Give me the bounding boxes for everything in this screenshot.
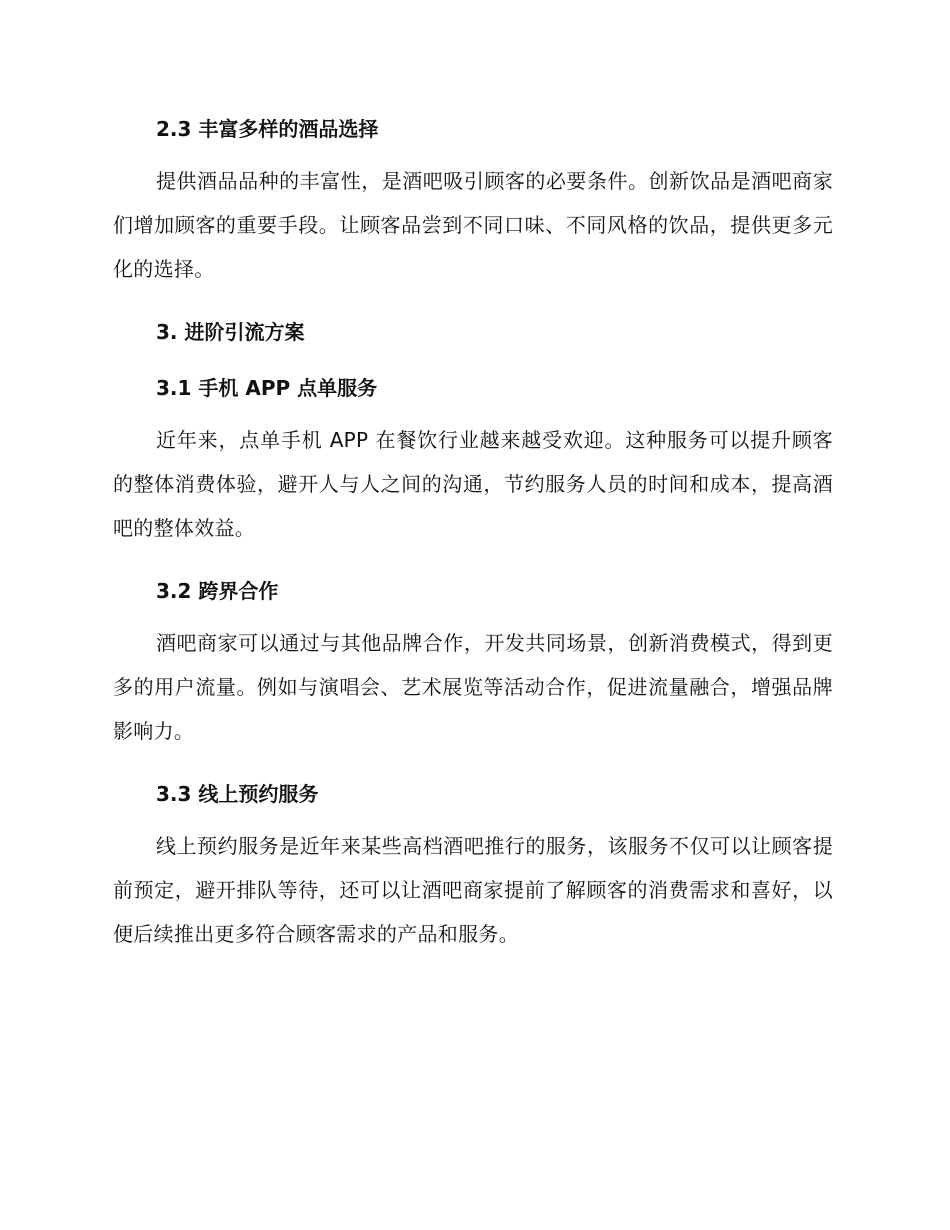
section-heading-3-3: 3.3 线上预约服务 bbox=[156, 782, 319, 806]
section-heading-2-3: 2.3 丰富多样的酒品选择 bbox=[156, 117, 379, 141]
section-paragraph-3-3: 线上预约服务是近年来某些高档酒吧推行的服务，该服务不仅可以让顾客提前预定，避开排队等待，还可以让酒吧商家提前了解顾客的消费需求和喜好，以便后续推出更多符合顾客需求的产品和服务。 bbox=[113, 834, 833, 946]
section-paragraph-2-3: 提供酒品品种的丰富性，是酒吧吸引顾客的必要条件。创新饮品是酒吧商家们增加顾客的重要手段。让顾客品尝到不同口味、不同风格的饮品，提供更多元化的选择。 bbox=[113, 169, 833, 281]
section-paragraph-3-2: 酒吧商家可以通过与其他品牌合作，开发共同场景，创新消费模式，得到更多的用户流量。例如与演唱会、艺术展览等活动合作，促进流量融合，增强品牌影响力。 bbox=[113, 631, 833, 743]
document-body bbox=[113, 112, 833, 956]
section-heading-3-1: 3.1 手机 APP 点单服务 bbox=[156, 376, 378, 400]
section-heading-3: 3. 进阶引流方案 bbox=[156, 320, 305, 344]
section-heading-3-2: 3.2 跨界合作 bbox=[156, 579, 279, 603]
section-paragraph-3-1: 近年来，点单手机 APP 在餐饮行业越来越受欢迎。这种服务可以提升顾客的整体消费体验，避开人与人之间的沟通，节约服务人员的时间和成本，提高酒吧的整体效益。 bbox=[113, 428, 833, 540]
